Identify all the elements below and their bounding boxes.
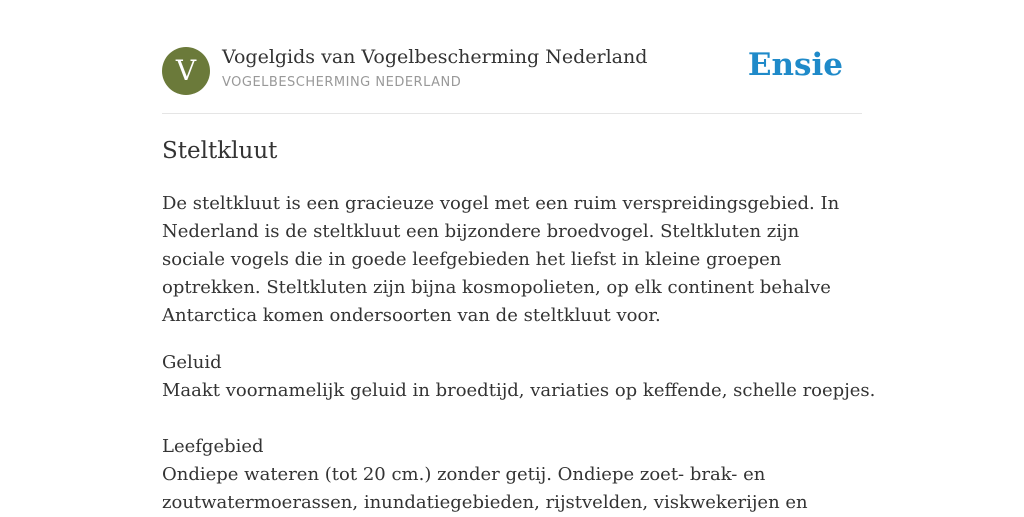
- section-text: Ondiepe wateren (tot 20 cm.) zonder getij. Ondiepe zoet- brak- en: [162, 464, 766, 485]
- page-title: Steltkluut: [162, 138, 278, 164]
- section-text: Maakt voornamelijk geluid in broedtijd, variaties op keffende, schelle roepjes.: [162, 380, 876, 401]
- section-heading: Geluid: [162, 352, 222, 373]
- section-geluid: [162, 349, 882, 405]
- ensie-logo[interactable]: Ensie: [747, 47, 843, 83]
- article-container: [162, 0, 876, 513]
- publisher-subtitle[interactable]: VOGELBESCHERMING NEDERLAND: [222, 75, 462, 90]
- publisher-avatar[interactable]: V: [162, 47, 210, 95]
- section-heading: Leefgebied: [162, 436, 264, 457]
- section-text: zoutwatermoerassen, inundatiegebieden, rijstvelden, viskwekerijen en: [162, 492, 808, 513]
- intro-paragraph: De steltkluut is een gracieuze vogel met een ruim verspreidingsgebied. In Nederland is de steltkluut een bijzondere broedvogel. Steltkluten zijn sociale vogels die in goede leefgebieden het liefst in kleine groepen optrekken. Steltkluten zijn bijna kosmopolieten, op elk continent behalve Antarctica komen ondersoorten van de steltkluut voor.: [162, 193, 840, 326]
- section-leefgebied: [162, 433, 882, 517]
- publisher-header: [162, 0, 862, 114]
- publisher-title[interactable]: Vogelgids van Vogelbescherming Nederland: [222, 46, 648, 68]
